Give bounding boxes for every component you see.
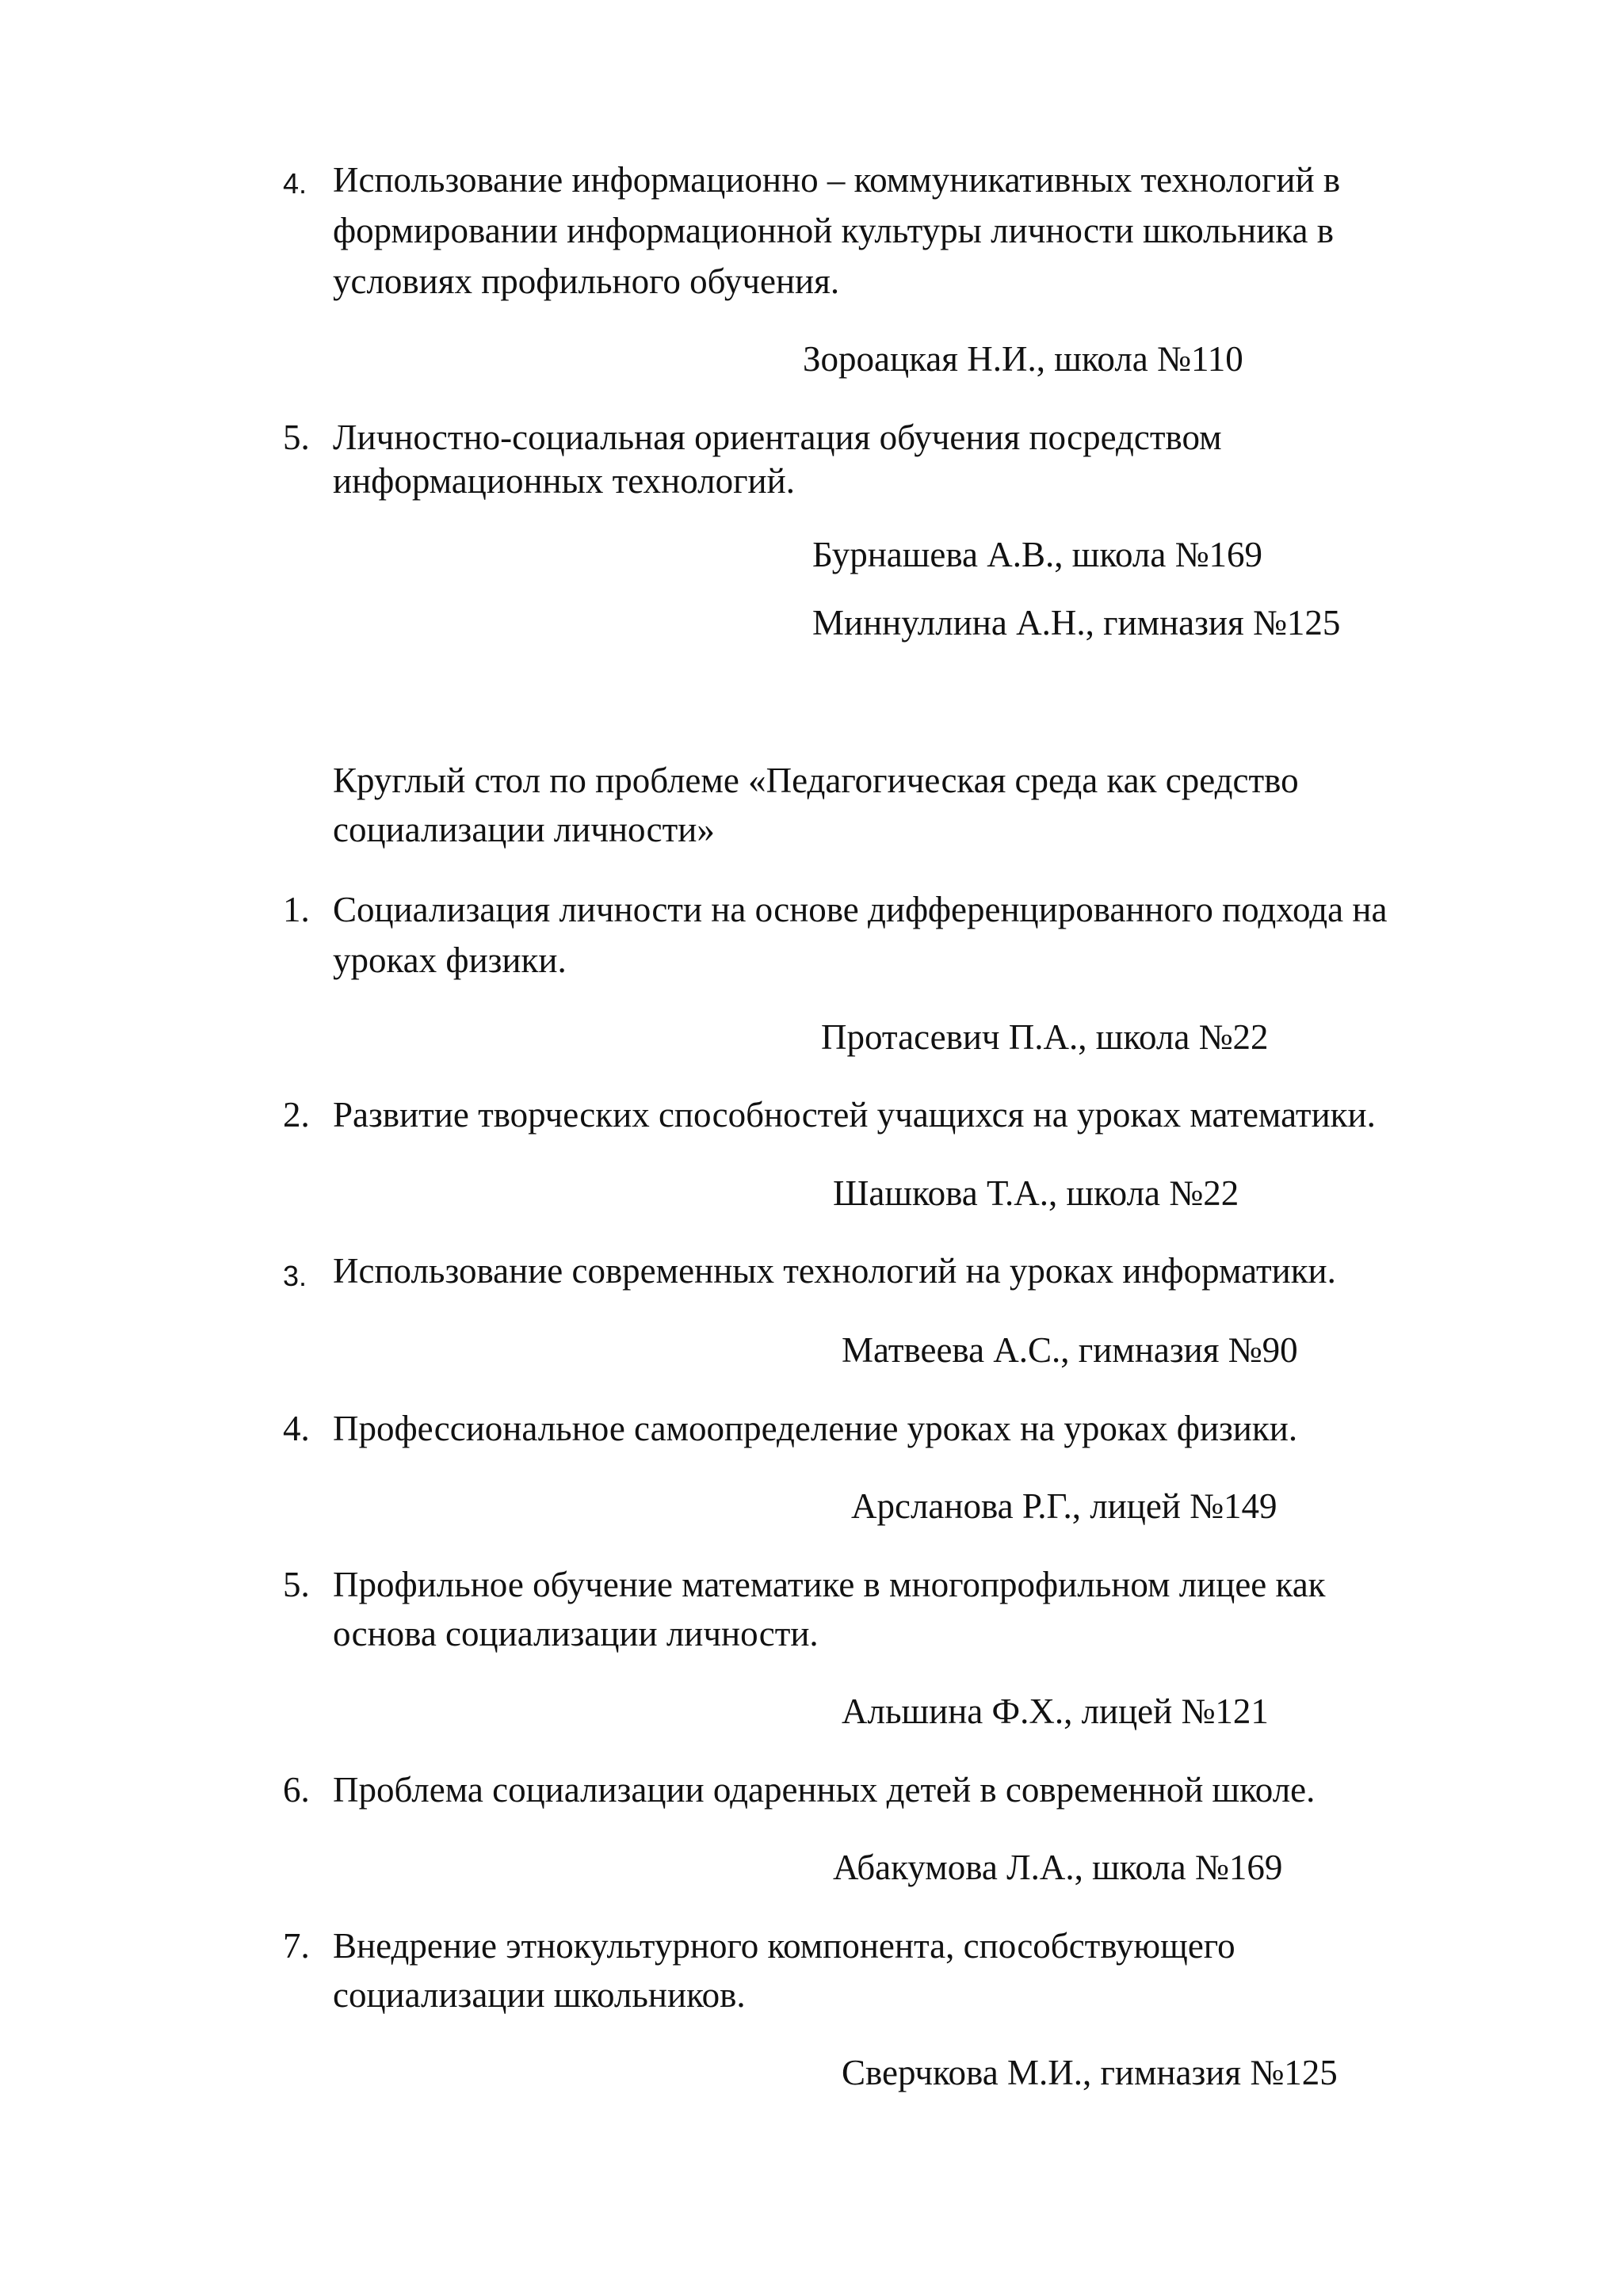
item-text-line: Проблема социализации одаренных детей в современной школе. bbox=[333, 1770, 1316, 1810]
item-number: 3. bbox=[283, 1260, 307, 1292]
item-number: 4. bbox=[283, 167, 307, 200]
item-author: Матвеева А.С., гимназия №90 bbox=[842, 1330, 1298, 1370]
item-text-line: социализации школьников. bbox=[333, 1975, 746, 2015]
item-text-line: Социализация личности на основе дифференцированного подхода на bbox=[333, 890, 1388, 929]
item-text-line: Личностно-социальная ориентация обучения посредством bbox=[333, 418, 1222, 457]
item-text-line: Профильное обучение математике в многопрофильном лицее как bbox=[333, 1565, 1326, 1604]
item-number: 4. bbox=[283, 1409, 310, 1448]
item-text-line: информационных технологий. bbox=[333, 461, 795, 501]
heading-line: Круглый стол по проблеме «Педагогическая среда как средство bbox=[333, 761, 1299, 800]
item-text-line: условиях профильного обучения. bbox=[333, 261, 840, 301]
item-number: 5. bbox=[283, 1565, 310, 1604]
item-number: 5. bbox=[283, 418, 310, 457]
item-author: Сверчкова М.И., гимназия №125 bbox=[842, 2053, 1338, 2092]
item-number: 1. bbox=[283, 890, 310, 929]
item-text-line: формировании информационной культуры личности школьника в bbox=[333, 211, 1334, 250]
item-author: Арсланова Р.Г., лицей №149 bbox=[851, 1486, 1277, 1526]
item-text-line: Использование информационно – коммуникативных технологий в bbox=[333, 160, 1341, 200]
item-author: Шашкова Т.А., школа №22 bbox=[833, 1173, 1239, 1213]
item-author: Абакумова Л.А., школа №169 bbox=[833, 1848, 1283, 1887]
item-text-line: Развитие творческих способностей учащихся на уроках математики. bbox=[333, 1095, 1376, 1135]
item-author: Зороацкая Н.И., школа №110 bbox=[803, 339, 1243, 379]
item-text-line: уроках физики. bbox=[333, 940, 567, 980]
item-text-line: Использование современных технологий на уроках информатики. bbox=[333, 1251, 1336, 1291]
item-author: Альшина Ф.Х., лицей №121 bbox=[842, 1691, 1269, 1731]
item-author: Протасевич П.А., школа №22 bbox=[821, 1017, 1269, 1057]
item-number: 6. bbox=[283, 1770, 310, 1810]
item-number: 2. bbox=[283, 1095, 310, 1135]
item-author: Миннуллина А.Н., гимназия №125 bbox=[812, 603, 1341, 643]
item-text-line: Внедрение этнокультурного компонента, способствующего bbox=[333, 1926, 1235, 1966]
heading-line: социализации личности» bbox=[333, 810, 715, 849]
item-text-line: Профессиональное самоопределение уроках на уроках физики. bbox=[333, 1409, 1298, 1448]
item-author: Бурнашева А.В., школа №169 bbox=[812, 535, 1263, 574]
item-number: 7. bbox=[283, 1926, 310, 1966]
item-text-line: основа социализации личности. bbox=[333, 1614, 819, 1653]
